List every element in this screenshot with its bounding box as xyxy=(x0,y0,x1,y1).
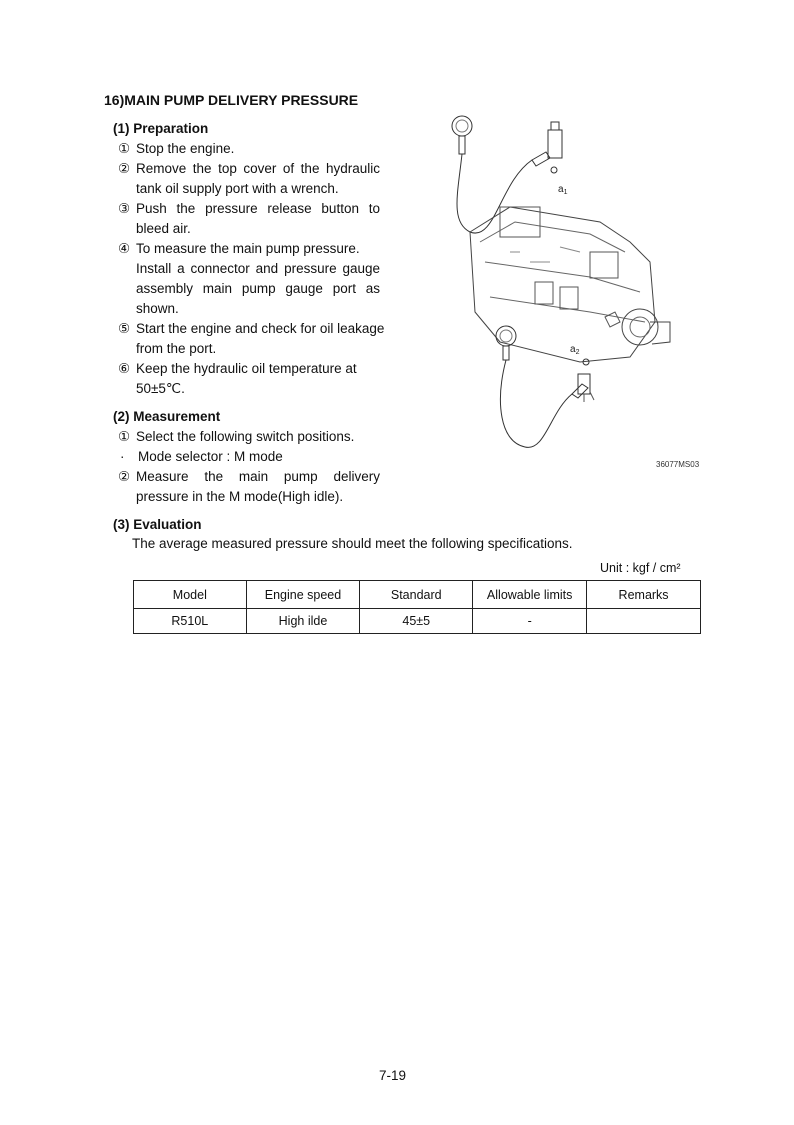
upper-gauge-icon xyxy=(452,116,472,136)
step-marker: ⑥ xyxy=(118,361,131,376)
step-text: Select the following switch positions. xyxy=(136,429,355,444)
page-number: 7-19 xyxy=(379,1068,407,1083)
prep-step-3-cont: bleed air. xyxy=(136,221,191,236)
pump-diagram xyxy=(440,112,700,472)
step-text: Start the engine and check for oil leakage xyxy=(136,321,385,336)
header-engine-speed: Engine speed xyxy=(246,581,360,609)
step-text: Push the pressure release button to xyxy=(136,201,380,216)
header-model: Model xyxy=(134,581,247,609)
prep-step-1 xyxy=(118,139,380,159)
step-text: Remove the top cover of the hydraulic xyxy=(136,161,380,176)
prep-step-5 xyxy=(118,319,385,339)
table-header-row xyxy=(134,581,701,609)
preparation-heading: (1) Preparation xyxy=(113,121,209,136)
step-marker: ③ xyxy=(118,201,131,216)
figure-code: 36077MS03 xyxy=(656,460,700,469)
bullet-marker: · xyxy=(120,449,125,464)
prep-step-4 xyxy=(118,239,380,259)
step-marker: ⑤ xyxy=(118,321,131,336)
prep-step-2-cont: tank oil supply port with a wrench. xyxy=(136,181,339,196)
header-allowable-limits: Allowable limits xyxy=(473,581,587,609)
step-marker: ④ xyxy=(118,241,131,256)
prep-step-6 xyxy=(118,359,380,379)
meas-step-2 xyxy=(118,467,380,487)
evaluation-heading: (3) Evaluation xyxy=(113,517,202,532)
label-a2: $a_2$ xyxy=(570,344,580,356)
section-title: 16)MAIN PUMP DELIVERY PRESSURE xyxy=(104,92,359,108)
prep-step-3 xyxy=(118,199,380,219)
measurement-heading: (2) Measurement xyxy=(113,409,221,424)
cell-allowable-limits: - xyxy=(473,609,587,634)
meas-step-2-cont: pressure in the M mode(High idle). xyxy=(136,489,344,504)
prep-step-4-cont3: shown. xyxy=(136,301,179,316)
cell-model: R510L xyxy=(134,609,247,634)
evaluation-text: The average measured pressure should meet the following specifications. xyxy=(132,536,573,551)
step-text: To measure the main pump pressure. xyxy=(136,241,360,256)
cell-standard: 45±5 xyxy=(360,609,473,634)
step-marker: ② xyxy=(118,469,131,484)
step-marker: ② xyxy=(118,161,131,176)
prep-step-6-cont: 50±5℃. xyxy=(136,381,185,396)
meas-bullet xyxy=(120,447,382,467)
cell-engine-speed: High ilde xyxy=(246,609,360,634)
step-text: Mode selector : M mode xyxy=(138,449,283,464)
spec-table xyxy=(133,580,701,634)
step-marker: ① xyxy=(118,429,131,444)
pump-pressure-gauge-figure xyxy=(440,112,700,472)
step-marker: ① xyxy=(118,141,131,156)
table-row xyxy=(134,609,701,634)
prep-step-4-cont2: assembly main pump gauge port as xyxy=(136,281,380,296)
label-a1: $a_1$ xyxy=(558,184,568,196)
unit-label: Unit : kgf / cm² xyxy=(600,561,681,575)
meas-step-1 xyxy=(118,427,380,447)
step-text: Stop the engine. xyxy=(136,141,235,156)
step-text: Measure the main pump delivery xyxy=(136,469,380,484)
prep-step-5-cont: from the port. xyxy=(136,341,217,356)
header-remarks: Remarks xyxy=(587,581,701,609)
prep-step-2 xyxy=(118,159,380,179)
prep-step-4-cont1: Install a connector and pressure gauge xyxy=(136,261,380,276)
cell-remarks xyxy=(587,609,701,634)
header-standard: Standard xyxy=(360,581,473,609)
step-text: Keep the hydraulic oil temperature at xyxy=(136,361,357,376)
